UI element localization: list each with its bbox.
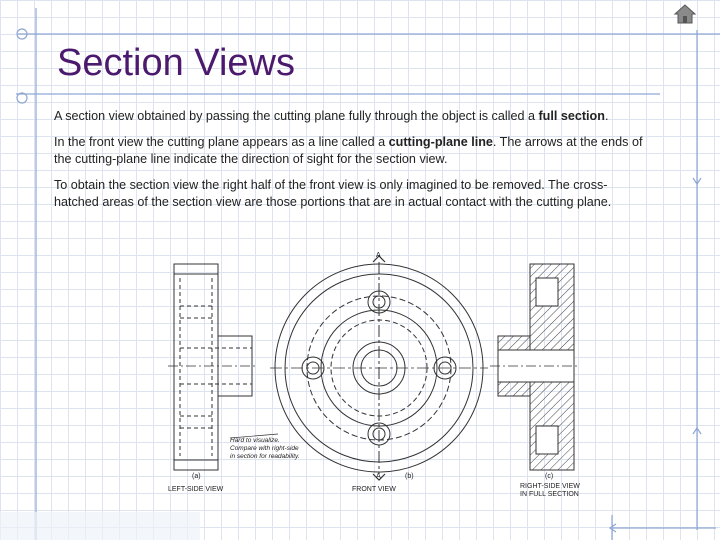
plane-label-top: A <box>376 252 381 259</box>
bold-term-full-section: full section <box>538 109 605 123</box>
bold-term-cutting-plane-line: cutting-plane line <box>388 135 493 149</box>
right-side-view-label: RIGHT-SIDE VIEW <box>520 483 580 490</box>
paragraph-obtain-section <box>54 177 649 211</box>
slide-body <box>54 108 649 220</box>
home-button[interactable] <box>670 2 700 26</box>
paragraph-text: To obtain the section view the right half of the front view is only imagined to be removed. The cross-hatched areas of the section view are those portions that are in actual contact with the cutting plane. <box>54 178 612 209</box>
right-side-section-view <box>490 264 580 470</box>
plane-label-bottom: A <box>376 473 381 480</box>
paragraph-text: In the front view the cutting plane appears as a line called a <box>54 135 389 149</box>
caption-b: (b) <box>405 473 414 480</box>
note-line-1: Hard to visualize. <box>230 437 280 444</box>
home-icon <box>673 3 697 25</box>
section-view-drawing <box>160 248 610 498</box>
paragraph-text: A section view obtained by passing the cutting plane fully through the object is called a <box>54 109 539 123</box>
paragraph-full-section <box>54 108 649 125</box>
full-section-label: IN FULL SECTION <box>520 491 579 498</box>
caption-c: (c) <box>545 473 554 480</box>
paragraph-tail: . <box>604 109 609 123</box>
front-view-label: FRONT VIEW <box>352 486 396 493</box>
left-side-view-label: LEFT-SIDE VIEW <box>168 486 224 493</box>
caption-a: (a) <box>192 473 201 480</box>
paragraph-cutting-plane-line <box>54 134 649 168</box>
note-line-2: Compare with right-side <box>230 445 299 452</box>
slide-title: Section Views <box>57 42 295 84</box>
paragraph-tail: . The arrows at the ends of the cutting-plane line indicate the direction of sight for the section view. <box>54 135 643 166</box>
note-line-3: in section for readability. <box>230 453 300 460</box>
